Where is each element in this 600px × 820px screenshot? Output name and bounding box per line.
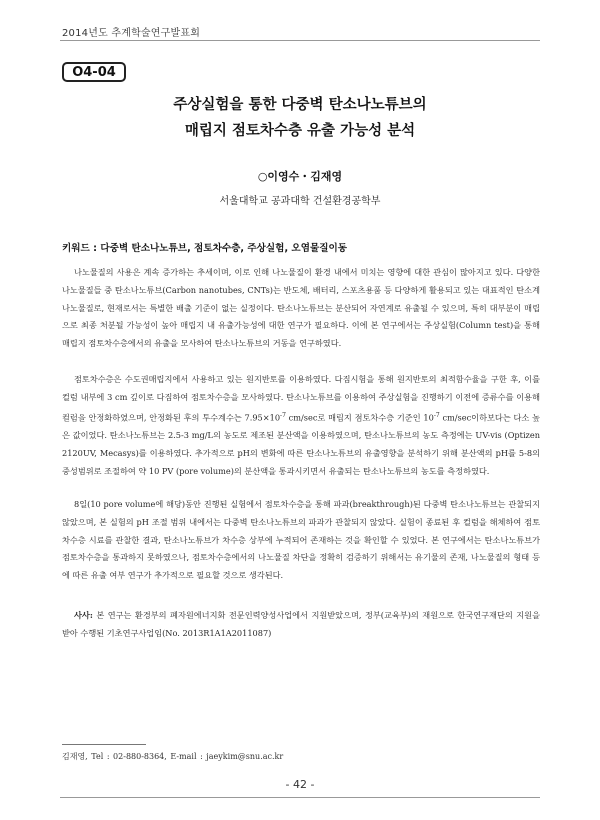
page-number: - 42 -: [285, 778, 315, 791]
paper-title: [60, 92, 540, 144]
paragraph-text-part: 점토차수층은 수도권매립지에서 사용하고 있는 원지반토를 이용하였다. 다짐시험을 통해 원지반토의 최적함수율을 구한 후, 이를 컬럼 내부에 3 cm 깊이로 다짐하여 점토차수층을 모사하였다. 탄소나노튜브를 이용하여 주상실험을 진행하기 이전에 증류수를 이용해 컬럼을 안정화하였으며, 안정화된 후의 투수계수는 7.95×10: [62, 374, 540, 423]
acknowledgement: [62, 607, 540, 643]
title-line-1: 주상실험을 통한 다중벽 탄소나노튜브의: [173, 97, 427, 113]
superscript-exponent: -7: [280, 411, 286, 419]
title-line-2: 매립지 점토차수층 유출 가능성 분석: [184, 123, 416, 139]
header-divider: [60, 40, 540, 41]
acknowledgement-label: 사사:: [74, 610, 93, 620]
superscript-exponent: -7: [433, 411, 440, 419]
paragraph-text-part: cm/sec이하보다는 다소 높은 값이었다. 탄소나노튜브는 2.5-3 mg/L의 농도로 제조된 분산액을 이용하였으며, 탄소나노튜브의 농도 측정에는 UV-vis (Optizen 2120UV, Mecasys)를 이용하였다. 추가적으로 pH의 변화에 따른 탄소나노튜브의 유출영향을 분석하기 위해 분산액의 pH를 5-8의 중성범위로 조절하여 약 10 PV (pore volume)의 분산액을 통과시키면서 유출되는 탄소나노튜브의 농도를 측정하였다.: [62, 412, 540, 476]
author-list: ○이영수・김재영: [257, 170, 343, 183]
footer-divider: [60, 797, 540, 798]
body-paragraph-1: [62, 264, 540, 353]
acknowledgement-text: [62, 607, 540, 643]
body-paragraph-2: [62, 371, 540, 481]
keywords: 키워드 : 다중벽 탄소나노튜브, 점토차수층, 주상실험, 오염물질이동: [62, 243, 348, 254]
affiliation: 서울대학교 공과대학 건설환경공학부: [219, 196, 381, 207]
paragraph-text: [62, 371, 540, 481]
paper-code-badge: O4-04: [62, 62, 126, 82]
paragraph-text: 8일(10 pore volume에 해당)동안 진행된 실험에서 점토차수층을 통해 파과(breakthrough)된 다중벽 탄소나노튜브는 관찰되지 않았으며, 본 실험의 pH 조절 범위 내에서는 다중벽 탄소나노튜브의 파과가 관찰되지 않았다. 실험이 종료된 후 컬럼을 해체하여 점토차수층 시료를 관찰한 결과, 탄소나노튜브가 차수층 상부에 누적되어 존재하는 것을 확인할 수 있었다. 본 연구에서는 탄소나노튜브가 점토차수층을 통과하지 못하였으나, 점토차수층에서의 나노물질 차단을 정확히 검증하기 위해서는 유기물의 존재, 나노물질의 형태 등에 따른 유출 여부 연구가 추가적으로 필요할 것으로 생각된다.: [62, 499, 540, 581]
conference-header: 2014년도 추계학술연구발표회: [62, 28, 201, 39]
acknowledgement-body: 본 연구는 환경부의 폐자원에너지화 전문인력양성사업에서 지원받았으며, 정부(교육부)의 재원으로 한국연구재단의 지원을 받아 수행된 기초연구사업임(No. 2013R1A1A2011087): [62, 610, 540, 638]
corresponding-author-footnote: 김재영, Tel : 02-880-8364, E-mail : jaeykim@snu.ac.kr: [62, 752, 284, 761]
body-paragraph-3: [62, 496, 540, 585]
paragraph-text: 나노물질의 사용은 계속 증가하는 추세이며, 이로 인해 나노물질이 환경 내에서 미치는 영향에 대한 관심이 많아지고 있다. 다양한 나노물질들 중 탄소나노튜브(Carbon nanotubes, CNTs)는 반도체, 배터리, 스포츠용품 등 다양하게 활용되고 있는 대표적인 탄소계 나노물질로, 현재로서는 특별한 배출 기준이 없는 실정이다. 탄소나노튜브는 분산되어 자연계로 유출될 수 있으며, 특히 대부분이 매립으로 최종 처분될 가능성이 높아 매립지 내 유출가능성에 대한 연구가 필요하다. 이에 본 연구에서는 주상실험(Column test)을 통해 매립지 점토차수층에서의 유출을 모사하여 탄소나노튜브의 거동을 연구하였다.: [62, 267, 540, 349]
paragraph-text-part: cm/sec로 매립지 점토차수층 기준인 10: [285, 412, 434, 423]
footnote-divider: [62, 744, 146, 745]
